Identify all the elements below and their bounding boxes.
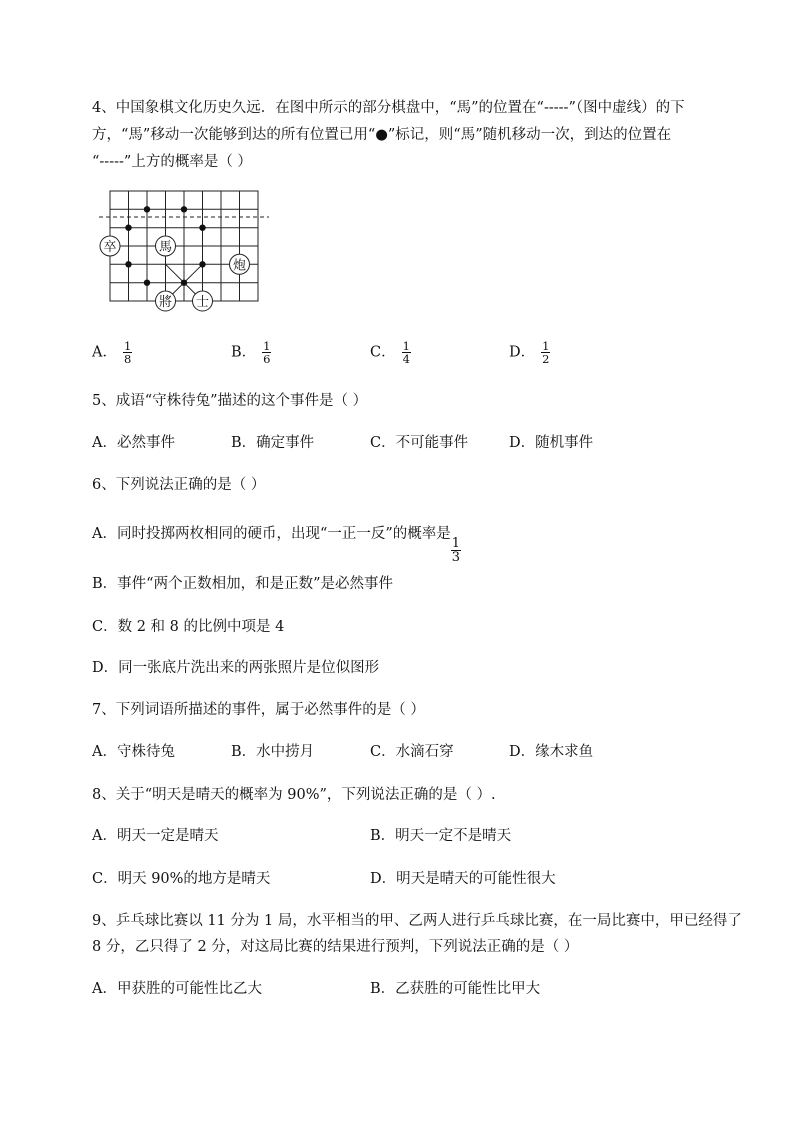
piece-horse: [156, 236, 176, 256]
q4-option-d: D． $\frac{1}{2}$: [509, 339, 550, 366]
piece-general: [156, 291, 176, 311]
q8-stem: 8、关于“明天是晴天的概率为 90%”，下列说法正确的是（ ）.: [92, 787, 496, 803]
q8-option-d: D．明天是晴天的可能性很大: [370, 871, 556, 887]
piece-cannon: [230, 254, 250, 274]
q7-option-a: A．守株待兔: [92, 744, 175, 760]
q9-option-a: A．甲获胜的可能性比乙大: [92, 981, 262, 997]
general-label: 將: [158, 295, 173, 310]
q4-option-a: A． $\frac{1}{8}$: [92, 339, 132, 366]
q4-option-b: B． $\frac{1}{6}$: [231, 339, 271, 366]
soldier-label: 卒: [103, 240, 117, 255]
reach-mark: [199, 225, 205, 231]
q5-option-c: C．不可能事件: [370, 435, 469, 451]
q6-option-b: B．事件“两个正数相加，和是正数”是必然事件: [92, 576, 393, 592]
reach-mark: [181, 280, 187, 286]
fraction: $\frac{1}{3}$: [451, 536, 461, 565]
q6-option-c: C．数 2 和 8 的比例中项是 4: [92, 619, 285, 635]
q7-stem: 7、下列词语所描述的事件，属于必然事件的是（ ）: [92, 702, 425, 718]
q9-stem-line1: 9、乒乓球比赛以 11 分为 1 局，水平相当的甲、乙两人进行乒乓球比赛，在一局比赛中，甲已经得了: [92, 913, 742, 929]
q4-option-c: C． $\frac{1}{4}$: [370, 339, 410, 366]
piece-advisor: [193, 291, 213, 311]
fraction: $\frac{1}{2}$: [542, 339, 550, 366]
q9-stem-line2: 8 分，乙只得了 2 分，对这局比赛的结果进行预判，下列说法正确的是（ ）: [92, 939, 579, 955]
q6-option-a: A．同时投掷两枚相同的硬币，出现“一正一反”的概率是 $\frac{1}{3}$: [92, 526, 461, 565]
fraction: $\frac{1}{8}$: [123, 339, 132, 366]
q4-stem-line1: 4、中国象棋文化历史久远．在图中所示的部分棋盘中，“馬”的位置在“-----”（图中虚线）的下: [92, 100, 685, 116]
q9-option-b: B．乙获胜的可能性比甲大: [370, 981, 541, 997]
q7-option-b: B．水中捞月: [231, 744, 315, 760]
advisor-label: 士: [195, 295, 210, 310]
reach-mark: [125, 261, 131, 267]
cannon-label: 炮: [232, 258, 247, 274]
q5-option-b: B．确定事件: [231, 435, 315, 451]
q7-option-c: C．水滴石穿: [370, 744, 454, 760]
chess-board-figure: [96, 186, 271, 314]
q4-stem-line2: 方，“馬”移动一次能够到达的所有位置已用“●”标记，则“馬”随机移动一次，到达的位置在: [92, 127, 672, 143]
q8-option-c: C．明天 90%的地方是晴天: [92, 871, 271, 887]
q7-option-d: D．缘木求鱼: [509, 744, 594, 760]
q8-option-b: B．明天一定不是晴天: [370, 828, 512, 844]
reach-mark: [144, 206, 150, 212]
fraction: $\frac{1}{6}$: [263, 339, 271, 366]
reach-mark: [199, 261, 205, 267]
q5-stem: 5、成语“守株待兔”描述的这个事件是（ ）: [92, 393, 368, 409]
horse-label: 馬: [158, 240, 173, 255]
q5-option-a: A．必然事件: [92, 435, 175, 451]
reach-mark: [144, 280, 150, 286]
q8-option-a: A．明天一定是晴天: [92, 828, 219, 844]
q5-option-d: D．随机事件: [509, 435, 594, 451]
q6-option-d: D．同一张底片洗出来的两张照片是位似图形: [92, 660, 380, 676]
reach-mark: [125, 225, 131, 231]
q4-stem-line3: “-----”上方的概率是（ ）: [92, 154, 252, 170]
reach-mark: [181, 206, 187, 212]
piece-soldier: [100, 236, 120, 256]
fraction: $\frac{1}{4}$: [402, 339, 410, 366]
q6-stem: 6、下列说法正确的是（ ）: [92, 477, 266, 493]
